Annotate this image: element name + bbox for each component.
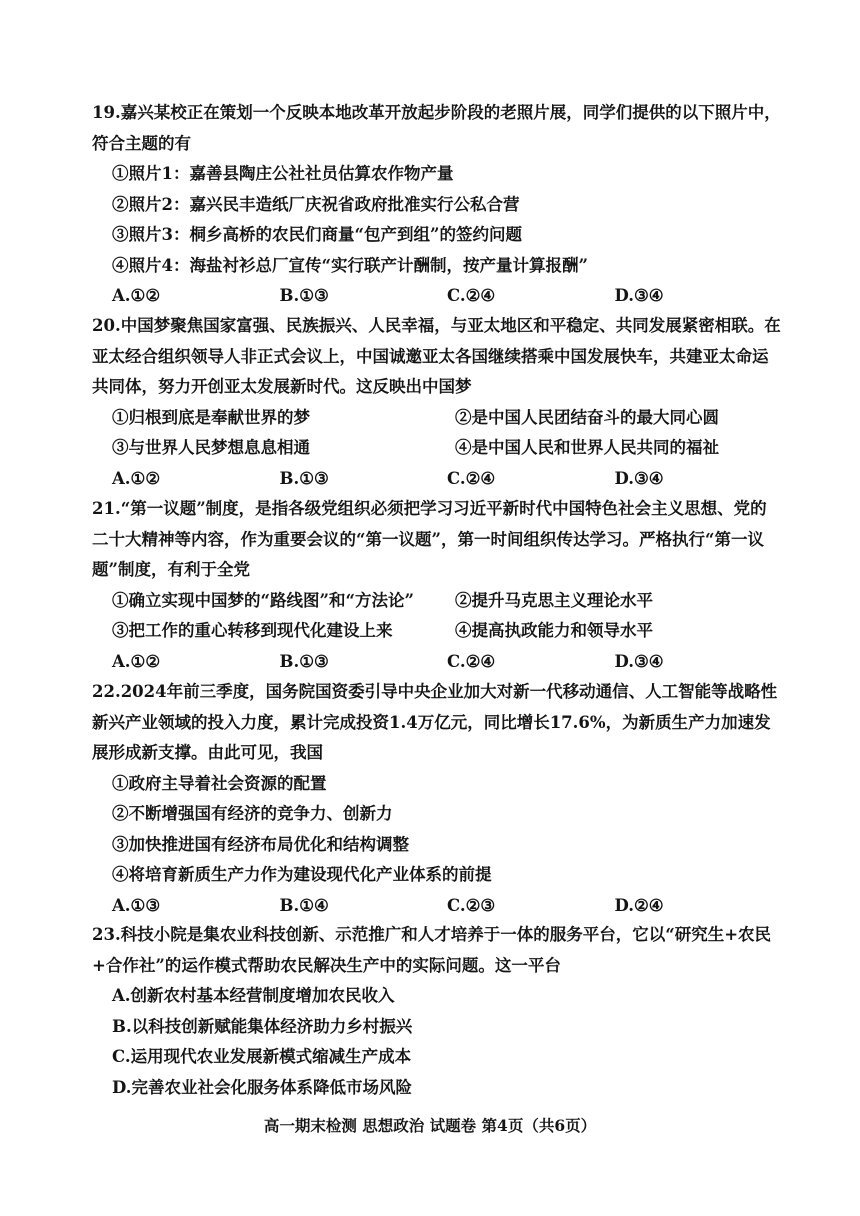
question-19 — [92, 98, 782, 312]
question-23-option-b: B.以科技创新赋能集体经济助力乡村振兴 — [112, 1016, 413, 1036]
choice-c: C.②④ — [447, 651, 496, 671]
choice-a: A.①② — [112, 651, 161, 671]
question-19-choices — [92, 281, 782, 312]
question-19-item-4: ④照片4：海盐衬衫总厂宣传“实行联产计酬制，按产量计算报酬” — [112, 255, 588, 275]
question-23-stem: 23.科技小院是集农业科技创新、示范推广和人才培养于一体的服务平台，它以“研究生+农民+合作社”的运作模式帮助农民解决生产中的实际问题。这一平台 — [92, 925, 772, 975]
choice-d: D.③④ — [614, 468, 664, 488]
choice-d: D.②④ — [614, 895, 664, 915]
question-20-stem: 20.中国梦聚焦国家富强、民族振兴、人民幸福，与亚太地区和平稳定、共同发展紧密相联。在亚太经合组织领导人非正式会议上，中国诚邀亚太各国继续搭乘中国发展快车，共建亚太命运共同体，努力开创亚太发展新时代。这反映出中国梦 — [92, 316, 781, 396]
question-22-item-2: ②不断增强国有经济的竞争力、创新力 — [112, 804, 393, 823]
choice-b: B.①③ — [279, 286, 329, 305]
question-21-items-row-1 — [92, 586, 782, 617]
question-23-option-c: C.运用现代农业发展新模式缩减生产成本 — [112, 1047, 412, 1066]
question-22-item-3: ③加快推进国有经济布局优化和结构调整 — [112, 834, 409, 854]
question-20-items-row-1 — [92, 403, 782, 434]
question-21-item-3: ③把工作的重心转移到现代化建设上来 — [112, 621, 393, 640]
page-footer: 高一期末检测 思想政治 试题卷 第4页（共6页） — [263, 1116, 597, 1135]
choice-a: A.①② — [112, 286, 161, 305]
question-21-item-4: ④提高执政能力和领导水平 — [455, 621, 653, 640]
question-22-item-1: ①政府主导着社会资源的配置 — [112, 773, 327, 793]
question-20 — [92, 311, 782, 494]
choice-a: A.①③ — [112, 895, 161, 915]
question-22-choices — [92, 891, 782, 922]
question-20-items-row-2 — [92, 433, 782, 464]
question-20-item-4: ④是中国人民和世界人民共同的福祉 — [455, 438, 719, 457]
choice-b: B.①③ — [279, 468, 329, 488]
question-20-choices — [92, 464, 782, 495]
question-21-item-1: ①确立实现中国梦的“路线图”和“方法论” — [112, 590, 414, 610]
question-19-item-3: ③照片3：桐乡高桥的农民们商量“包产到组”的签约问题 — [112, 225, 522, 244]
question-20-item-3: ③与世界人民梦想息息相通 — [112, 438, 310, 457]
question-23 — [92, 920, 782, 1103]
question-22-stem: 22.2024年前三季度，国务院国资委引导中央企业加大对新一代移动通信、人工智能等战略性新兴产业领域的投入力度，累计完成投资1.4万亿元，同比增长17.6%，为新质生产力加速发展形成新支撑。由此可见，我国 — [92, 682, 778, 762]
question-21-stem: 21.“第一议题”制度，是指各级党组织必须把学习习近平新时代中国特色社会主义思想、党的二十大精神等内容，作为重要会议的“第一议题”，第一时间组织传达学习。严格执行“第一议题”制度，有利于全党 — [92, 499, 767, 579]
question-23-option-d: D.完善农业社会化服务体系降低市场风险 — [112, 1077, 412, 1097]
choice-b: B.①④ — [279, 895, 329, 915]
question-22-item-4: ④将培育新质生产力作为建设现代化产业体系的前提 — [112, 865, 492, 884]
question-19-stem: 19.嘉兴某校正在策划一个反映本地改革开放起步阶段的老照片展，同学们提供的以下照片中，符合主题的有 — [92, 103, 781, 153]
question-21-items-row-2 — [92, 616, 782, 647]
question-20-item-1: ①归根到底是奉献世界的梦 — [112, 407, 310, 427]
question-19-item-1: ①照片1：嘉善县陶庄公社社员估算农作物产量 — [112, 164, 454, 183]
question-20-item-2: ②是中国人民团结奋斗的最大同心圆 — [455, 407, 719, 427]
choice-d: D.③④ — [614, 286, 664, 305]
question-21-choices — [92, 647, 782, 678]
choice-a: A.①② — [112, 468, 161, 488]
question-19-item-2: ②照片2：嘉兴民丰造纸厂庆祝省政府批准实行公私合营 — [112, 194, 520, 214]
question-23-option-a: A.创新农村基本经营制度增加农民收入 — [112, 986, 395, 1005]
question-21-item-2: ②提升马克思主义理论水平 — [455, 590, 653, 610]
choice-b: B.①③ — [279, 651, 329, 671]
question-22 — [92, 677, 782, 921]
question-21 — [92, 494, 782, 677]
choice-c: C.②④ — [447, 286, 496, 305]
choice-c: C.②③ — [447, 895, 496, 915]
choice-c: C.②④ — [447, 468, 496, 488]
choice-d: D.③④ — [614, 651, 664, 671]
